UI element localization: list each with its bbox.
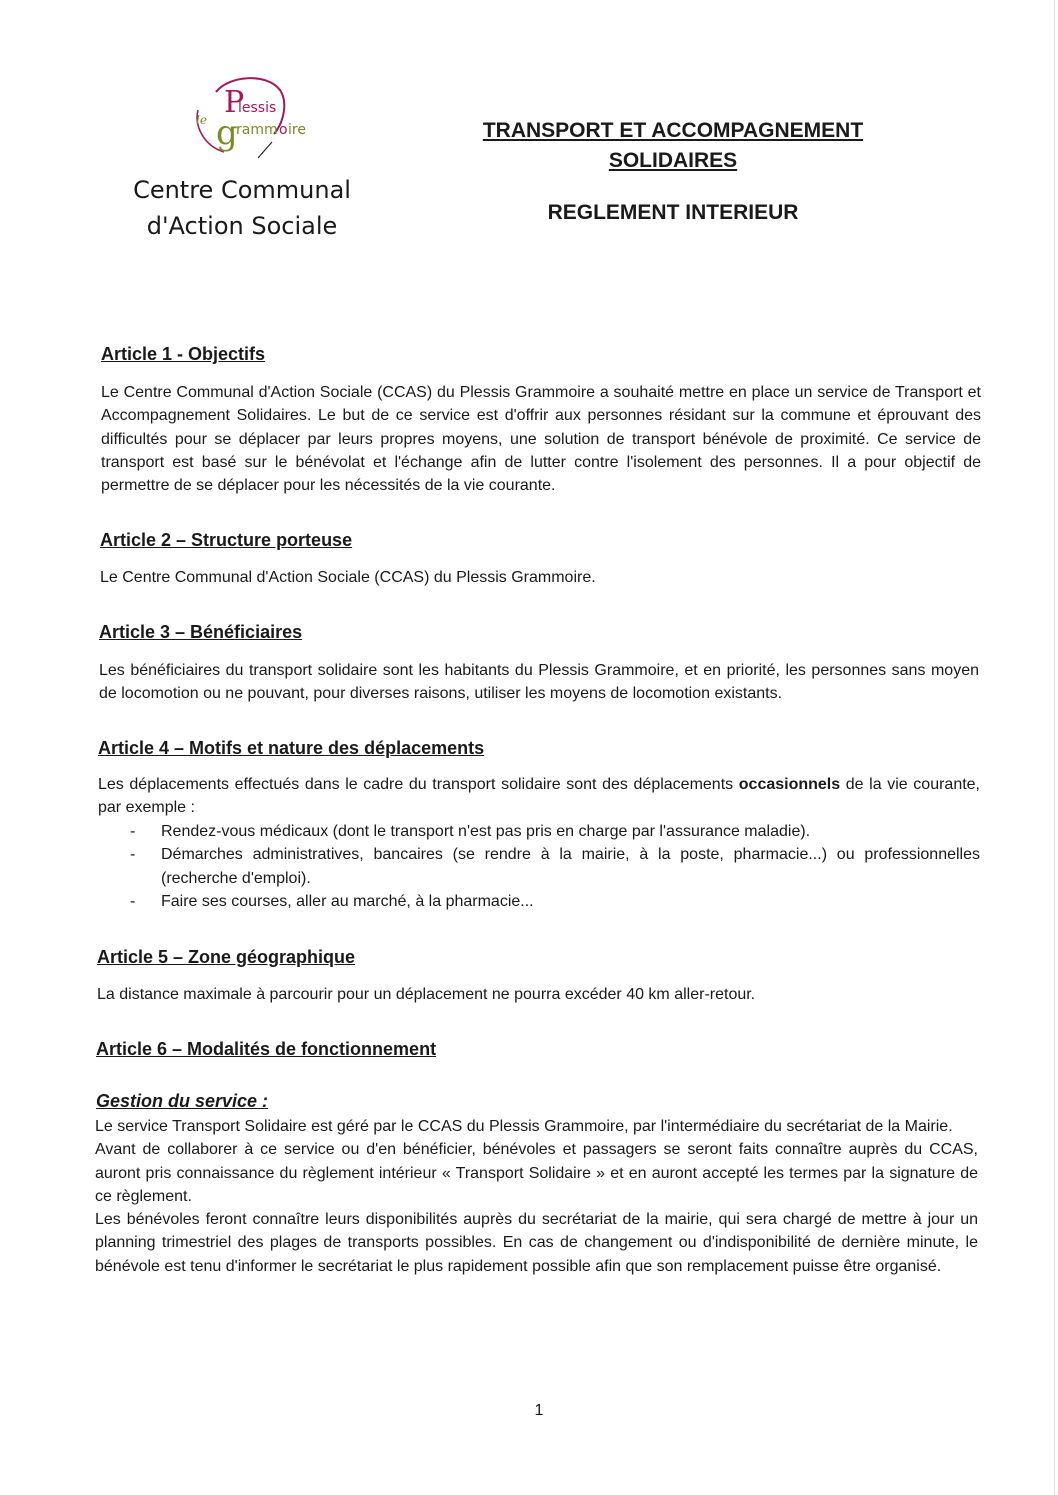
plessis-grammoire-logo [188,72,318,164]
article-4-intro-before: Les déplacements effectués dans le cadre du transport solidaire sont des déplacements [98,776,739,793]
article-3-title: Article 3 – Bénéficiaires [99,622,303,642]
list-item: - Démarches administratives, bancaires (se rendre à la mairie, à la poste, pharmacie...) ou professionnelles (recherche d'emploi). [98,843,980,890]
article-4-intro [98,773,980,820]
svg-text:lessis: lessis [238,100,277,116]
article-4-title: Article 4 – Motifs et nature des déplacements [98,738,485,758]
document-title-line2: SOLIDAIRES [608,149,738,172]
article-1-text: Le Centre Communal d'Action Sociale (CCAS) du Plessis Grammoire a souhaité mettre en place un service de Transport et Accompagnement Solidaires. Le but de ce service est d'offrir aux personnes résidant sur la commune et éprouvant des difficultés pour se déplacer par leurs propres moyens, une solution de transport bénévole de proximité. Ce service de transport est basé sur le bénévolat et l'échange afin de lutter contre l'isolement des personnes. Il a pour objectif de permettre de se déplacer pour les nécessités de la vie courante. [101,384,981,495]
organization-name [112,172,372,244]
article-2-text: Le Centre Communal d'Action Sociale (CCAS) du Plessis Grammoire. [100,569,596,586]
article-1-title: Article 1 - Objectifs [101,344,266,364]
org-name-line1: Centre Communal [133,176,351,204]
article-4-intro-after: de la vie courante, par exemple : [98,776,981,817]
list-item: - Faire ses courses, aller au marché, à la pharmacie... [98,890,980,913]
org-name-line2: d'Action Sociale [146,212,338,240]
article-2-title: Article 2 – Structure porteuse [100,530,353,550]
svg-text:le: le [196,113,207,127]
article-5-title: Article 5 – Zone géographique [97,947,356,967]
list-item: - Rendez-vous médicaux (dont le transport n'est pas pris en charge par l'assurance maladie). [98,820,980,843]
document-subtitle: REGLEMENT INTERIEUR [547,201,799,224]
document-title-line1: TRANSPORT ET ACCOMPAGNEMENT [482,119,864,142]
article-4-list [98,820,980,913]
page-number: 1 [534,1402,544,1419]
article-6-paragraph-1: Le service Transport Solidaire est géré par le CCAS du Plessis Grammoire, par l'intermédiaire du secrétariat de la Mairie. [95,1118,953,1135]
svg-text:P: P [224,85,245,120]
svg-text:ire: ire [288,122,306,138]
svg-text:o: o [279,122,288,138]
article-6-title: Article 6 – Modalités de fonctionnement [96,1039,437,1059]
article-5-text: La distance maximale à parcourir pour un déplacement ne pourra excéder 40 km aller-retour. [97,986,756,1003]
document-title [450,116,896,176]
svg-text:ramm: ramm [236,122,278,138]
article-6-body [95,1115,978,1278]
article-6-paragraph-3: Les bénévoles feront connaître leurs disponibilités auprès du secrétariat de la mairie, qui sera chargé de mettre à jour un planning trimestriel des plages de transports possibles. En cas de changement ou d'indisponibilité de dernière minute, le bénévole est tenu d'informer le secrétariat le plus rapidement possible afin que son remplacement puisse être organisé. [95,1211,978,1275]
article-3-text: Les bénéficiaires du transport solidaire sont les habitants du Plessis Grammoire, et en priorité, les personnes sans moyen de locomotion ou ne pouvant, pour diverses raisons, utiliser les moyens de locomotion existants. [99,662,979,703]
article-6-subheading: Gestion du service : [96,1091,269,1111]
svg-text:g: g [216,113,238,153]
scan-edge [1054,0,1055,1495]
article-6-paragraph-2: Avant de collaborer à ce service ou d'en bénéficier, bénévoles et passagers se seront faits connaître auprès du CCAS, auront pris connaissance du règlement intérieur « Transport Solidaire » et en auront accepté les termes par la signature de ce règlement. [95,1141,978,1205]
article-4-intro-bold: occasionnels [738,776,841,793]
